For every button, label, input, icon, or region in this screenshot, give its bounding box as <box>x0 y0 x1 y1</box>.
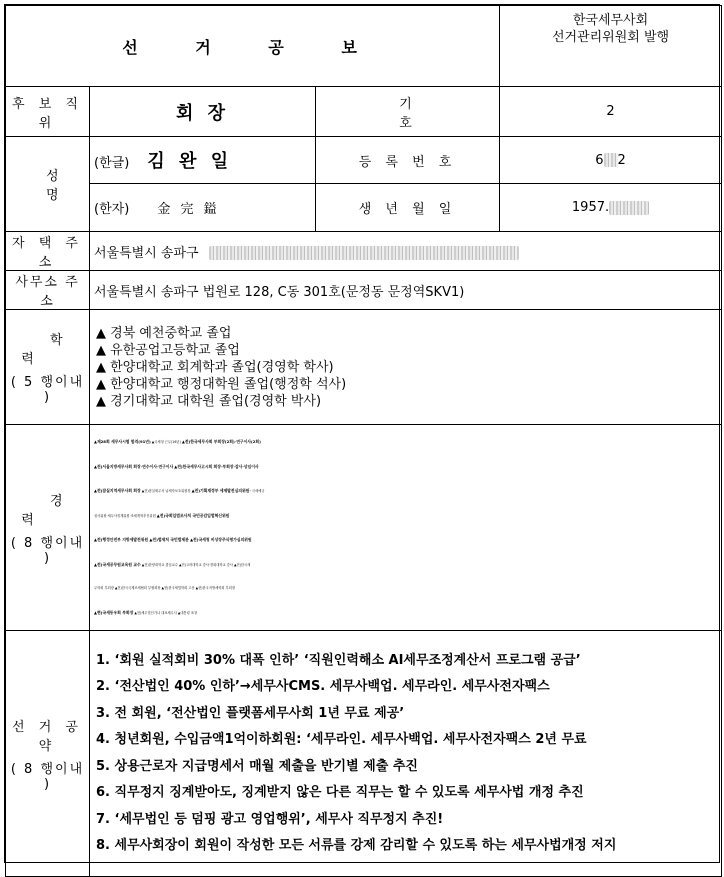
career-line: ▲전)잠실지역세무사회 회장 ▲전)잠실세무서 납세자보호위원장 ▲전)기획재정부 세제발전심의위원· 국세예규 <box>94 488 265 493</box>
home-address-text: 서울특별시 송파구 <box>94 245 199 261</box>
hangul-name: 김 완 일 <box>147 151 233 172</box>
career-line: ▲현)국세동우회 부회장 ▲현)세무법인가나 대표세무사 ▲대통령 표창 <box>94 609 198 615</box>
education-item: ▲ 유한공업고등학교 졸업 <box>96 342 240 358</box>
bulletin-title: 선 거 공 보 <box>6 6 500 87</box>
education-item: ▲ 한양대학교 행정대학원 졸업(행정학 석사) <box>96 376 347 392</box>
birth-date-label: 생 년 월 일 <box>316 184 500 232</box>
home-address-label: 자 택 주 소 <box>6 232 90 271</box>
position-label: 후 보 직 위 <box>6 87 90 137</box>
pledge-item: 3. 전 회원, ‘전산법인 플랫폼세무사회 1년 무료 제공’ <box>96 705 405 721</box>
pledge-item: 4. 청년회원, 수입금액1억이하회원: ‘세무라인. 세무사백업. 세무사전자팩스 2년 무료 <box>96 732 587 747</box>
hanja-name-cell <box>90 184 316 232</box>
hangul-prefix: (한글) <box>94 156 130 171</box>
education-item: ▲ 경북 예천중학교 졸업 <box>96 325 232 341</box>
publisher <box>500 6 722 87</box>
career-line: ▲전)행정안전부 지방세발전위원 ▲전)법제처 국민법제관 ▲전)국세청 비상장주식평가심의위원 <box>94 537 252 542</box>
birth-date-value <box>500 184 722 232</box>
pledge-list <box>90 631 722 877</box>
career-label <box>6 425 103 631</box>
career-line: ▲전)국세공무원교육원 교수 ▲전)한양대학교 겸임교수 ▲전)고려대학교 강사·경희대학교 강사 ▲전)한국세 <box>94 561 251 567</box>
registration-number-end: 2 <box>617 152 626 168</box>
birth-year: 1957. <box>571 200 610 215</box>
ballot-number-label: 기 호 <box>316 87 500 137</box>
career-list <box>90 425 722 631</box>
career-label-text: 경 력 <box>21 493 103 528</box>
bulletin-table <box>5 5 722 877</box>
office-address-value: 서울특별시 송파구 법원로 128, C동 301호(문정동 문정역SKV1) <box>90 271 722 310</box>
redacted-mark <box>609 201 649 215</box>
education-list <box>90 310 722 425</box>
registration-number-value <box>500 137 722 184</box>
education-label <box>6 310 103 425</box>
publisher-line-1: 한국세무사회 <box>572 13 649 28</box>
pledge-label <box>6 631 90 877</box>
home-address-value <box>90 232 722 271</box>
election-bulletin <box>4 4 720 863</box>
career-line: ▲전)서울지방세무사회 회장·연수이사·연구이사 ▲전)한국세무사고시회 회장·부회장·감사·상임이사 <box>94 463 259 469</box>
position-value: 회 장 <box>90 87 316 137</box>
ballot-number-value: 2 <box>500 87 722 137</box>
career-line: 무학회 부회장 ▲전)한국국제조세협회 부협회장 ▲현)한국세법학회 고문 ▲현)한국지방세학회 부회장 <box>94 586 235 590</box>
hanja-name: 金 完 鎰 <box>157 202 220 217</box>
education-item: ▲ 한양대학교 회계학과 졸업(경영학 학사) <box>96 359 334 375</box>
education-limit: ( 5 행이내 ) <box>10 375 85 405</box>
publisher-line-2: 선거관리위원회 발행 <box>551 30 670 45</box>
registration-number-label: 등 록 번 호 <box>316 137 500 184</box>
pledge-label-text: 선 거 공 약 <box>12 719 83 754</box>
pledge-item: 8. 세무사회장이 회원이 작성한 모든 서류를 강제 감리할 수 있도록 하는 세무사법개정 저지 <box>96 838 617 853</box>
registration-number-start: 6 <box>595 152 604 168</box>
education-item: ▲ 경기대학교 대학원 졸업(경영학 박사) <box>96 393 322 409</box>
redacted-mark <box>604 153 618 167</box>
pledge-item: 2. ‘전산법인 40% 인하’→세무사CMS. 세무사백업. 세무라인. 세무사전자팩스 <box>96 679 550 694</box>
pledge-item: 6. 직무정지 징계받아도, 징계받지 않은 다른 직무는 할 수 있도록 세무사법 개정 추진 <box>96 785 584 800</box>
name-label: 성 명 <box>6 137 90 232</box>
pledge-limit: ( 8 행이내 ) <box>10 761 85 792</box>
pledge-item: 5. 상용근로자 지급명세서 매월 제출을 반기별 제출 추진 <box>96 758 418 774</box>
career-line: ▲제28회 세무사시험 합격(91년) ▲국세청 근무(16년) ▲전)한국세무사회 부회장(2회)·연구이사(2회) <box>94 439 261 444</box>
hanja-prefix: (한자) <box>94 202 130 217</box>
education-label-text: 학 력 <box>21 333 103 367</box>
pledge-item: 7. ‘세무법인 등 덤핑 광고 영업행위’, 세무사 직무정지 추진! <box>96 811 444 827</box>
career-line: 심사위원·세무사징계위원·조세개혁추진위원 ▲전)국회입법조사처 국민공감입법혁신위원 <box>94 512 230 518</box>
redacted-mark <box>209 246 519 260</box>
hangul-name-cell <box>90 137 316 184</box>
office-address-label: 사무소 주소 <box>6 271 90 310</box>
pledge-item: 1. ‘회원 실적회비 30% 대폭 인하’ ‘직원인력해소 AI세무조정계산서 프로그램 공급’ <box>96 652 581 668</box>
career-limit: ( 8 행이내 ) <box>10 535 85 566</box>
